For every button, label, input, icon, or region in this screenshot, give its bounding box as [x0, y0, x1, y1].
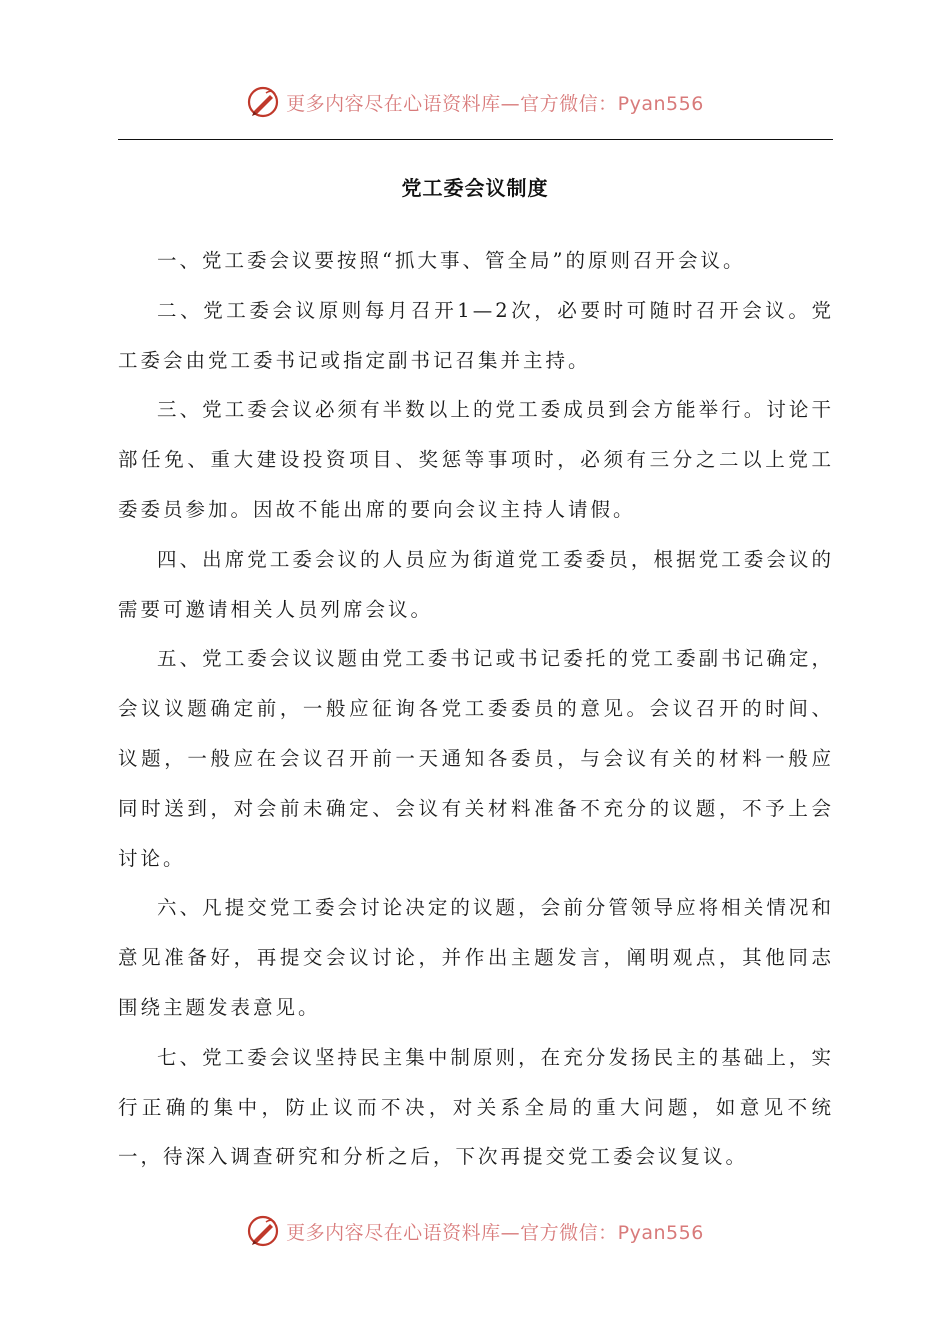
page-title: 党工委会议制度 — [401, 176, 549, 200]
watermark-text: 更多内容尽在心语资料库—官方微信：Pyan556 — [286, 92, 704, 115]
pen-logo-icon — [246, 85, 280, 119]
paragraph-4: 四、出席党工委会议的人员应为街道党工委委员，根据党工委会议的需要可邀请相关人员列席会议。 — [118, 547, 834, 621]
paragraph-2: 二、党工委会议原则每月召开1—2次，必要时可随时召开会议。党工委会由党工委书记或指定副书记召集并主持。 — [118, 298, 834, 372]
paragraph-3: 三、党工委会议必须有半数以上的党工委成员到会方能举行。讨论干部任免、重大建设投资项目、奖惩等事项时，必须有三分之二以上党工委委员参加。因故不能出席的要向会议主持人请假。 — [118, 398, 834, 521]
document-body — [118, 236, 834, 1182]
footer-watermark — [0, 1211, 950, 1251]
paragraph-5: 五、党工委会议议题由党工委书记或书记委托的党工委副书记确定，会议议题确定前，一般应征询各党工委委员的意见。会议召开的时间、议题，一般应在会议召开前一天通知各委员，与会议有关的材料一般应同时送到，对会前未确定、会议有关材料准备不充分的议题，不予上会讨论。 — [118, 647, 834, 870]
watermark-text: 更多内容尽在心语资料库—官方微信：Pyan556 — [286, 1221, 704, 1244]
pen-logo-icon — [246, 1214, 280, 1248]
paragraph-6: 六、凡提交党工委会讨论决定的议题，会前分管领导应将相关情况和意见准备好，再提交会议讨论，并作出主题发言，阐明观点，其他同志围绕主题发表意见。 — [118, 896, 834, 1019]
paragraph-7: 七、党工委会议坚持民主集中制原则，在充分发扬民主的基础上，实行正确的集中，防止议而不决，对关系全局的重大问题，如意见不统一，待深入调查研究和分析之后，下次再提交党工委会议复议。 — [118, 1045, 834, 1169]
header-divider — [118, 139, 833, 140]
header-watermark — [0, 82, 950, 122]
paragraph-1: 一、党工委会议要按照“抓大事、管全局”的原则召开会议。 — [157, 249, 746, 272]
